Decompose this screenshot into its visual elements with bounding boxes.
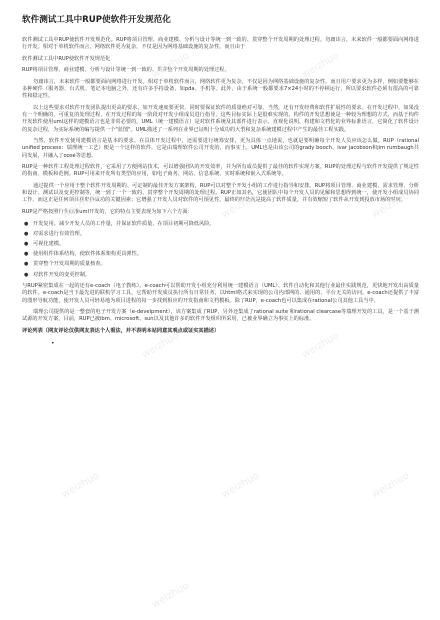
watermark-text: weizhuo xyxy=(370,190,412,221)
summary-paragraph: RUP将项目管理、商业建模、分析与设计等统一到一致的、贯穿整个开发周期的处理过程。 xyxy=(22,67,230,74)
comments-header: 评论列表（网友评论仅供网友表达个人看法，并不表明本站同意其观点或证实其描述） xyxy=(22,327,220,334)
subtitle-line: 软件测试工具中RUP使软件开发规范化 xyxy=(22,55,111,62)
features-intro: RUP是严格按照行业标准uml开发的，它的特点主要表现为如下六个方面： xyxy=(22,208,193,215)
watermark-text: weizhuo xyxy=(60,470,102,501)
list-item: ● 开发复用。减少开发人员的工作量，并保证软件质量，在项目初期可降低风险。 xyxy=(22,221,419,228)
body-paragraph: 瑞理公司提供的是一整套的电子开发方案（e-develpment），该方案集成了RUP，另外还集成了rational suite 和rational clearcase等瑞理开发的工具，是一个基于测试源的开发方案。目前，RUP已被ibm、microsoft、sun以及其他许多的软件开发组织所采用，已被业界确立为事实上的标准。 xyxy=(22,309,419,323)
list-item: ● 对软件开发的变更控制。 xyxy=(22,272,419,279)
watermark-text: weizhuo xyxy=(300,330,342,361)
intro-paragraph: 软件测试工具中RUP使软件开发规范化。RUP将项目管理、商业建模、分析与设计等统一到一致的、贯穿整个开发周期的处理过程。勿庸讳言，未来软件一般都要面向网络进行开发。相对于单机软件而言，网络软件更为复杂，不仅是因为网络基础设施的复杂性，而且由于 xyxy=(22,37,419,51)
watermark-text: weizhuo xyxy=(300,50,342,81)
document-title: 软件测试工具中RUP使软件开发规范化 xyxy=(22,15,171,25)
watermark-text: weizhuo xyxy=(140,330,182,361)
body-paragraph: 以上这些要求对软件开发团队提出更高的要求，如开发速度要更快，同时要保证软件的质量绝对可靠，当然，还有开发经费和软件扩展性的要求。在开发过程中，如果没有一个明确的、可重复的处理过程，在开发过程的每一阶段对开发小组成员进行指导，这些目标实际上是很难实现的。构件的开发思想使是一种较为理想的方式，而基于构件开发软件使用uml这样的建模语言也是非常必要的。UML（统一建模语言）是对软件系统及其部件进行表示、直观化说明、构建和文档化的业界标准语言，它简化了软件设计的复杂过程，为实际系统的编写提供一个"蓝图"。UML描述了一系列在业界已证明十分成功的大型和复杂系统建模过程中产生的最佳工程实践。 xyxy=(22,104,419,133)
watermark-text: weizhuo xyxy=(370,470,412,501)
watermark-text: weizhuo xyxy=(150,580,192,611)
watermark-text: weizhuo xyxy=(150,50,192,81)
body-paragraph: RUP是一种软件工程处理过程软件，它采用了方便网站技术，可以增强团队的开发效率，并为所有成员提供了最佳的软件实现方案。RUP的处理过程与软件开发提供了规定性的指南、模板和范例。RUP可用来开发所有类型的应用，如电子商务、网站、信息系统、实时系统和嵌入式系统等。 xyxy=(22,164,419,178)
list-item: ● 使用组件体系结构，使软件体系架构更具弹性。 xyxy=(22,251,419,258)
list-item: ● 对需求进行有效管理。 xyxy=(22,231,419,238)
document-body xyxy=(22,37,419,348)
empty-comment-item xyxy=(22,340,419,348)
body-paragraph: 当然，软件开发使用建模语言是基本的要求。在具体开发过程中，还需要进行统筹安排，更为具体一点地说，也就是要明确每个开发人员应该怎么做。RUP（rational unified process：瑞理统一工艺）便是一个这样的软件，它是由瑞理软件公司开发的，而事实上，UML也是由该公司的grady booch、ivar jacobson和jim rumbaugh共同发展，并融入了oose等思想。 xyxy=(22,138,419,159)
watermark-text: weizhuo xyxy=(220,190,262,221)
list-item: ● 贯穿整个开发周期的质量核查。 xyxy=(22,261,419,268)
feature-list xyxy=(22,221,419,279)
body-paragraph: 与RUP紧密集成在一起的还有e-coach（电子教练）。e-coach可以帮助开发小组充分利用统一建模语言（UML）、软件自动化和其他行业最佳实践规范，更快地开发出高质量的软件。e-coach是当下最先进的联机学习工具，它帮助开发成员执行所有日常任务，以html格式来实现的公司内部网的、通用的、平台无关的访问。e-coach还提供了丰富的图形导航功能，使开发人员可轻易地为项目进程的每一步找到相应的开发指南和文档模板。除了RUP，e-coach也可以集成在rational公司其他工具当中。 xyxy=(22,283,419,304)
body-paragraph: 勿庸讳言，未来软件一般都要面向网络进行开发。相对于单机软件而言，网络软件更为复杂，不仅是因为网络基础设施的复杂性，而且用户要求更为多样，例如要能够在多种硬件（服务器、台式机、笔记本电脑之外，还有许多手持设备，如pda、手机等。此外，由于系统一般都要求7×24小时的不停顿运行，所以要求软件必须有很高的可靠性和稳定性。 xyxy=(22,78,419,100)
watermark-text: weizhuo xyxy=(220,470,262,501)
list-item: ● 可视化建模。 xyxy=(22,241,419,248)
watermark-text: weizhuo xyxy=(60,190,102,221)
body-paragraph: 通过提供一个应用于整个软件开发周期的、可定制的最佳开发方案架构，RUP可以对整个开发小组的工作进行指导和安排。RUP将项目管理、商业建模、需求管理、分析和设计、测试以及变更控制等，统一到了一个一致的、贯穿整个开发周期的处理过程。RUP正如其名，它使团队中每个开发人员的见解和思想得到统一，使开发小组成员协同工作，而这正是任何项目获取得成功的关键因素；它增强了开发人员对软件的可预见性，最终的好处就是提高了软件质量，并有效缩短了软件从开发到投放市场的时间。 xyxy=(22,182,419,204)
